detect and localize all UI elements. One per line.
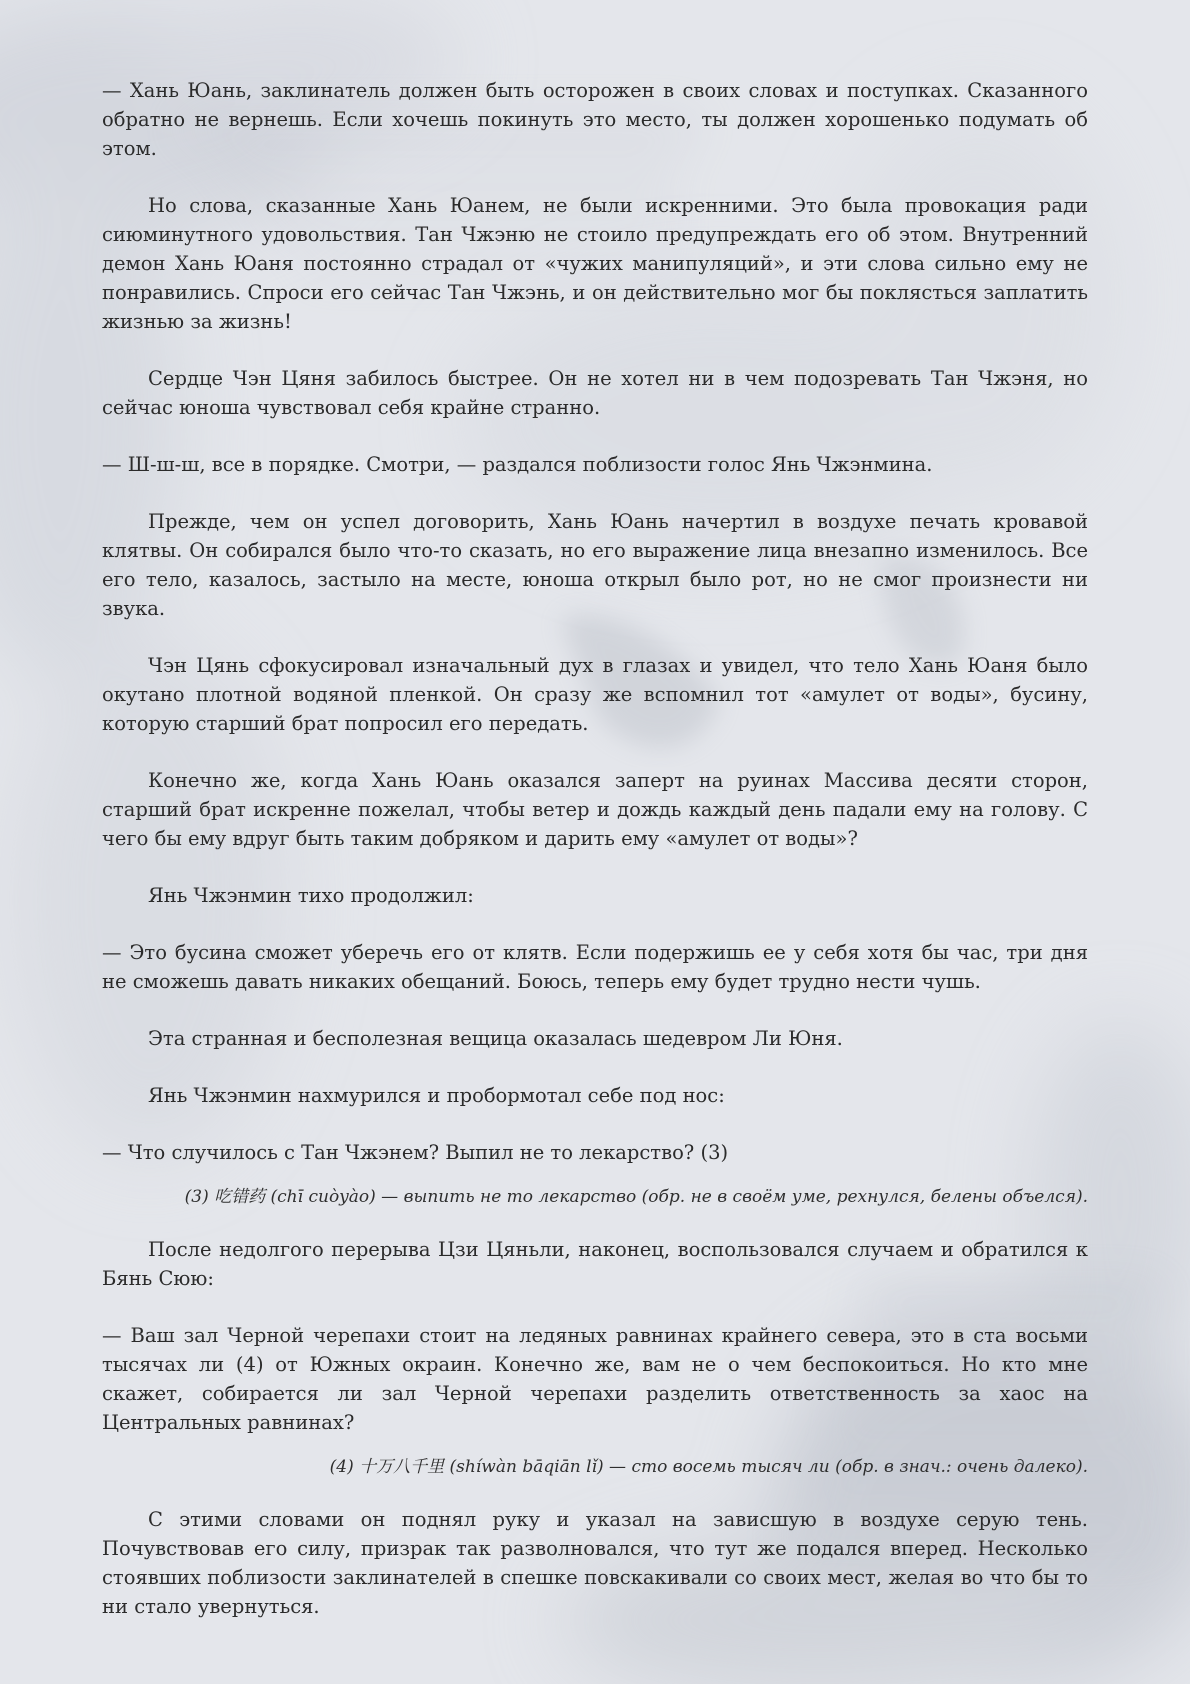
narration-paragraph: Эта странная и бесполезная вещица оказалась шедевром Ли Юня. <box>148 1027 843 1050</box>
narration-paragraph: Янь Чжэнмин нахмурился и пробормотал себе под нос: <box>148 1084 725 1107</box>
footnote-4: (4) 十万八千里 (shíwàn bāqiān lǐ) — сто восемь тысяч ли (обр. в знач.: очень далеко). <box>329 1457 1088 1477</box>
narration-paragraph: Прежде, чем он успел договорить, Хань Юань начертил в воздухе печать кровавой клятвы. Он собирался было что-то сказать, но его выражение лица внезапно изменилось. Все его тело, казалось, застыло на месте, юноша открыл было рот, но не смог произнести ни звука. <box>102 510 1088 620</box>
narration-paragraph: После недолгого перерыва Цзи Цяньли, наконец, воспользовался случаем и обратился к Бянь Сюю: <box>102 1238 1088 1290</box>
footnote-3: (3) 吃错药 (chī cuòyào) — выпить не то лекарство (обр. не в своём уме, рехнулся, белены объелся). <box>184 1187 1088 1207</box>
narration-paragraph: Но слова, сказанные Хань Юанем, не были искренними. Это была провокация ради сиюминутного удовольствия. Тан Чжэню не стоило предупреждать его об этом. Внутренний демон Хань Юаня постоянно страдал от «чужих манипуляций», и эти слова сильно ему не понравились. Спроси его сейчас Тан Чжэнь, и он действительно мог бы поклясться заплатить жизнью за жизнь! <box>102 194 1088 333</box>
dialogue-paragraph: — Хань Юань, заклинатель должен быть осторожен в своих словах и поступках. Сказанного обратно не вернешь. Если хочешь покинуть это место, ты должен хорошенько подумать об этом. <box>102 79 1088 160</box>
dialogue-paragraph: — Ш-ш-ш, все в порядке. Смотри, — раздался поблизости голос Янь Чжэнмина. <box>102 453 933 476</box>
book-page <box>102 76 1088 1649</box>
narration-paragraph: Чэн Цянь сфокусировал изначальный дух в глазах и увидел, что тело Хань Юаня было окутано плотной водяной пленкой. Он сразу же вспомнил тот «амулет от воды», бусину, которую старший брат попросил его передать. <box>102 654 1088 735</box>
dialogue-paragraph: — Что случилось с Тан Чжэнем? Выпил не то лекарство? (3) <box>102 1141 729 1164</box>
narration-paragraph: Янь Чжэнмин тихо продолжил: <box>148 884 474 907</box>
narration-paragraph: С этими словами он поднял руку и указал на зависшую в воздухе серую тень. Почувствовав его силу, призрак так разволновался, что тут же подался вперед. Несколько стоявших поблизости заклинателей в спешке повскакивали со своих мест, желая во что бы то ни стало увернуться. <box>102 1508 1088 1618</box>
dialogue-paragraph: — Ваш зал Черной черепахи стоит на ледяных равнинах крайнего севера, это в ста восьми тысячах ли (4) от Южных окраин. Конечно же, вам не о чем беспокоиться. Но кто мне скажет, собирается ли зал Черной черепахи разделить ответственность за хаос на Центральных равнинах? <box>102 1324 1088 1434</box>
narration-paragraph: Сердце Чэн Цяня забилось быстрее. Он не хотел ни в чем подозревать Тан Чжэня, но сейчас юноша чувствовал себя крайне странно. <box>102 367 1088 419</box>
dialogue-paragraph: — Это бусина сможет уберечь его от клятв. Если подержишь ее у себя хотя бы час, три дня не сможешь давать никаких обещаний. Боюсь, теперь ему будет трудно нести чушь. <box>102 941 1088 993</box>
narration-paragraph: Конечно же, когда Хань Юань оказался заперт на руинах Массива десяти сторон, старший брат искренне пожелал, чтобы ветер и дождь каждый день падали ему на голову. С чего бы ему вдруг быть таким добряком и дарить ему «амулет от воды»? <box>102 769 1088 850</box>
